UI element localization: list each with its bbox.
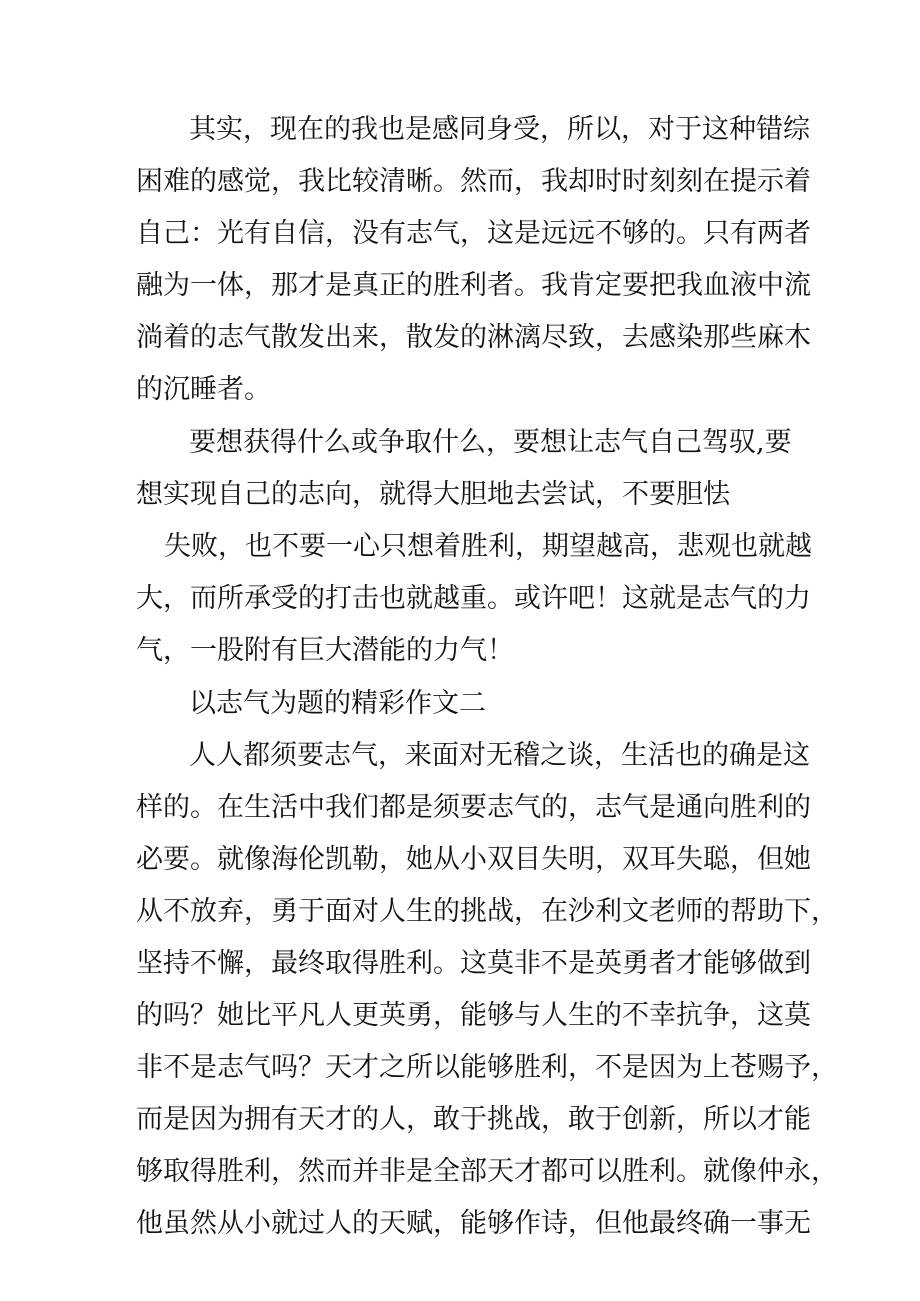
text-line: 必要。就像海伦凯勒，她从小双目失明，双耳失聪，但她 [136,844,811,875]
text-line: 够取得胜利，然而并非是全部天才都可以胜利。就像仲永， [136,1156,838,1187]
text-line: 自己：光有自信，没有志气，这是远远不够的。只有两者 [136,218,811,249]
text-line: 而是因为拥有天才的人，敢于挑战，敢于创新，所以才能 [136,1104,811,1135]
text-line: 坚持不懈，最终取得胜利。这莫非不是英勇者才能够做到 [136,948,811,979]
text-line: 人人都须要志气，来面对无稽之谈，生活也的确是这 [189,740,810,771]
text-line: 气，一股附有巨大潜能的力气！ [136,635,514,666]
text-line: 大，而所承受的打击也就越重。或许吧！这就是志气的力 [136,583,811,614]
text-line: 其实，现在的我也是感同身受，所以，对于这种错综 [189,114,810,145]
text-line: 样的。在生活中我们都是须要志气的，志气是通向胜利的 [136,792,811,823]
text-line: 困难的感觉，我比较清晰。然而，我却时时刻刻在提示着 [136,166,811,197]
text-line: 从不放弃，勇于面对人生的挑战，在沙利文老师的帮助下， [136,896,838,927]
text-line: 失败，也不要一心只想着胜利，期望越高，悲观也就越 [164,531,812,562]
text-line: 融为一体，那才是真正的胜利者。我肯定要把我血液中流 [136,270,811,301]
text-line: 非不是志气吗？天才之所以能够胜利，不是因为上苍赐予， [136,1052,838,1083]
text-line: 要想获得什么或争取什么，要想让志气自己驾驭,要 [189,427,792,458]
text-line: 他虽然从小就过人的天赋，能够作诗，但他最终确一事无 [136,1208,811,1239]
text-line: 的沉睡者。 [136,374,271,405]
text-line: 想实现自己的志向，就得大胆地去尝试，不要胆怯 [136,479,730,510]
text-line: 的吗？她比平凡人更英勇，能够与人生的不幸抗争，这莫 [136,1000,811,1031]
section-title: 以志气为题的精彩作文二 [189,688,486,719]
text-line: 淌着的志气散发出来，散发的淋漓尽致，去感染那些麻木 [136,322,811,353]
